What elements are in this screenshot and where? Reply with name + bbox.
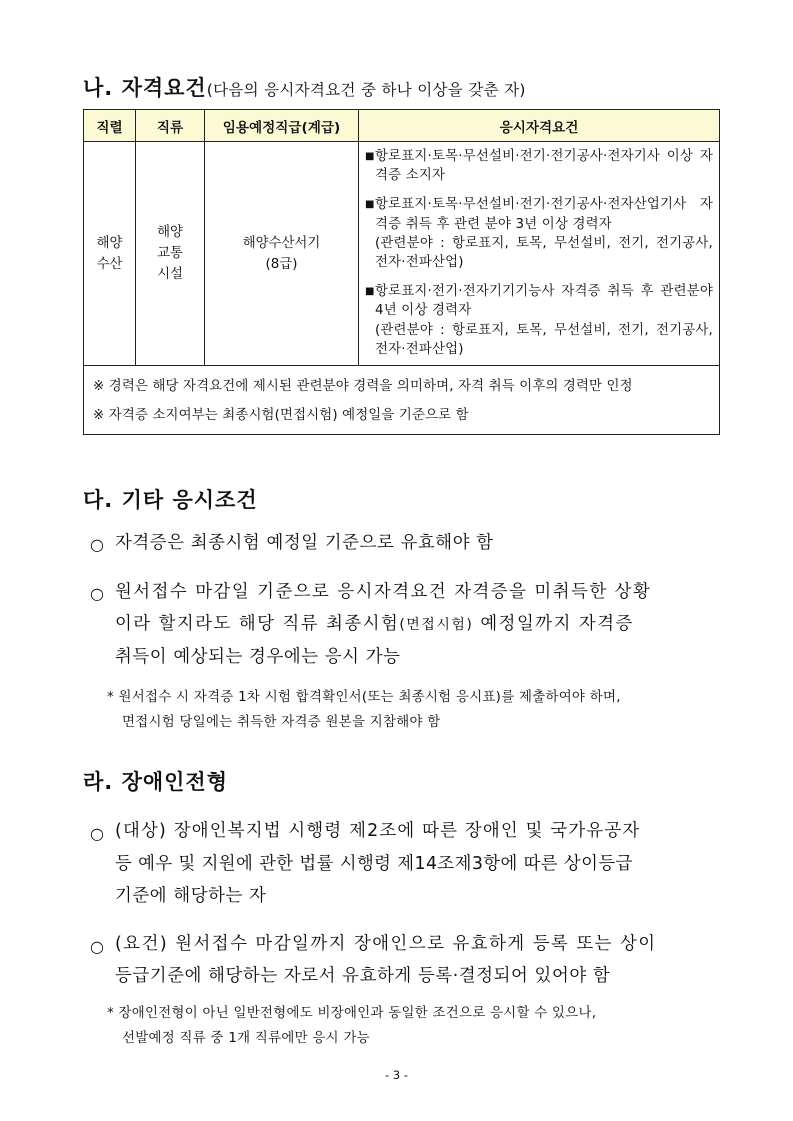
other-condition-1: 자격증은 최종시험 예정일 기준으로 유효해야 함 bbox=[115, 533, 494, 553]
disability-target-line2: 등 예우 및 지원에 관한 법률 시행령 제14조제3항에 따른 상이등급 bbox=[115, 854, 633, 874]
requirement-field: (관련분야 : 항로표지, 토목, 무선설비, 전기, 전기공사, 전자·전파산업) bbox=[375, 235, 713, 271]
section-title-qualification-text: 나. 자격요건 bbox=[83, 76, 207, 100]
table-header-row bbox=[84, 110, 720, 142]
disability-requirement-line1: (요건) 원서접수 마감일까지 장애인으로 유효하게 등록 또는 상이 bbox=[115, 934, 657, 954]
table-row bbox=[84, 142, 720, 366]
circle-bullet-icon: ○ bbox=[90, 535, 104, 554]
table-notes-row bbox=[84, 366, 720, 435]
disability-target-line3: 기준에 해당하는 자 bbox=[115, 886, 267, 906]
header-class: 직류 bbox=[136, 110, 205, 142]
disability-target-line1: (대상) 장애인복지법 시행령 제2조에 따른 장애인 및 국가유공자 bbox=[115, 821, 641, 841]
qualification-table bbox=[83, 109, 720, 435]
table-notes bbox=[84, 366, 720, 435]
header-grade: 임용예정직급(계급) bbox=[205, 110, 359, 142]
black-square-icon: ■ bbox=[365, 199, 375, 211]
table-note: ※ 자격증 소지여부는 최종시험(면접시험) 예정일을 기준으로 함 bbox=[93, 408, 469, 424]
cell-class: 해양 교통 시설 bbox=[136, 142, 205, 366]
other-condition-note-line2: 면접시험 당일에는 취득한 자격증 원본을 지참해야 함 bbox=[122, 715, 441, 730]
requirement-text: 항로표지·전기·전자기기기능사 자격증 취득 후 관련분야 4년 이상 경력자 bbox=[375, 284, 713, 319]
other-condition-2-line2b: (면접시험) bbox=[399, 617, 474, 633]
cell-series: 해양 수산 bbox=[84, 142, 136, 366]
section-subtitle-qualification: (다음의 응시자격요건 중 하나 이상을 갖춘 자) bbox=[206, 81, 526, 99]
requirement-item bbox=[365, 147, 713, 185]
section-title-other-conditions: 다. 기타 응시조건 bbox=[83, 488, 258, 512]
requirement-field: (관련분야 : 항로표지, 토목, 무선설비, 전기, 전기공사, 전자·전파산업) bbox=[375, 322, 713, 357]
circle-bullet-icon: ○ bbox=[90, 584, 104, 603]
other-condition-2-line2a: 이라 할지라도 해당 직류 최종시험 bbox=[115, 614, 400, 634]
table-note: ※ 경력은 해당 자격요건에 제시된 관련분야 경력을 의미하며, 자격 취득 이후의 경력만 인정 bbox=[93, 379, 633, 395]
page-number: - 3 - bbox=[385, 1068, 408, 1082]
circle-bullet-icon: ○ bbox=[90, 824, 104, 843]
header-series: 직렬 bbox=[84, 110, 136, 142]
other-condition-2-line3: 취득이 예상되는 경우에는 응시 가능 bbox=[115, 647, 401, 667]
disability-note-line2: 선발예정 직류 중 1개 직류에만 응시 가능 bbox=[122, 1031, 370, 1046]
header-requirements: 응시자격요건 bbox=[359, 110, 720, 142]
black-square-icon: ■ bbox=[365, 286, 375, 298]
requirement-text: 항로표지·토목·무선설비·전기·전기공사·전자기사 이상 자격증 소지자 bbox=[375, 149, 713, 184]
cell-grade: 해양수산서기 (8급) bbox=[205, 142, 359, 366]
section-title-disability: 라. 장애인전형 bbox=[83, 770, 229, 794]
requirement-item bbox=[365, 195, 713, 272]
disability-note-line1: * 장애인전형이 아닌 일반전형에도 비장애인과 동일한 조건으로 응시할 수 있으나, bbox=[107, 1006, 597, 1021]
other-condition-2-line1: 원서접수 마감일 기준으로 응시자격요건 자격증을 미취득한 상황 bbox=[115, 582, 652, 602]
requirement-item bbox=[365, 282, 713, 359]
section-title-qualification bbox=[83, 72, 526, 102]
disability-requirement-line2: 등급기준에 해당하는 자로서 유효하게 등록·결정되어 있어야 함 bbox=[115, 966, 611, 986]
other-condition-2-line2c: 예정일까지 자격증 bbox=[473, 614, 634, 634]
requirement-text: 항로표지·토목·무선설비·전기·전기공사·전자산업기사 자격증 취득 후 관련 분야 3년 이상 경력자 bbox=[375, 197, 713, 232]
other-condition-note-line1: * 원서접수 시 자격증 1차 시험 합격확인서(또는 최종시험 응시표)를 제출하여야 하며, bbox=[107, 690, 621, 705]
black-square-icon: ■ bbox=[365, 151, 375, 162]
other-condition-2-line2 bbox=[115, 608, 634, 642]
circle-bullet-icon: ○ bbox=[90, 937, 104, 956]
cell-requirements bbox=[359, 142, 720, 366]
